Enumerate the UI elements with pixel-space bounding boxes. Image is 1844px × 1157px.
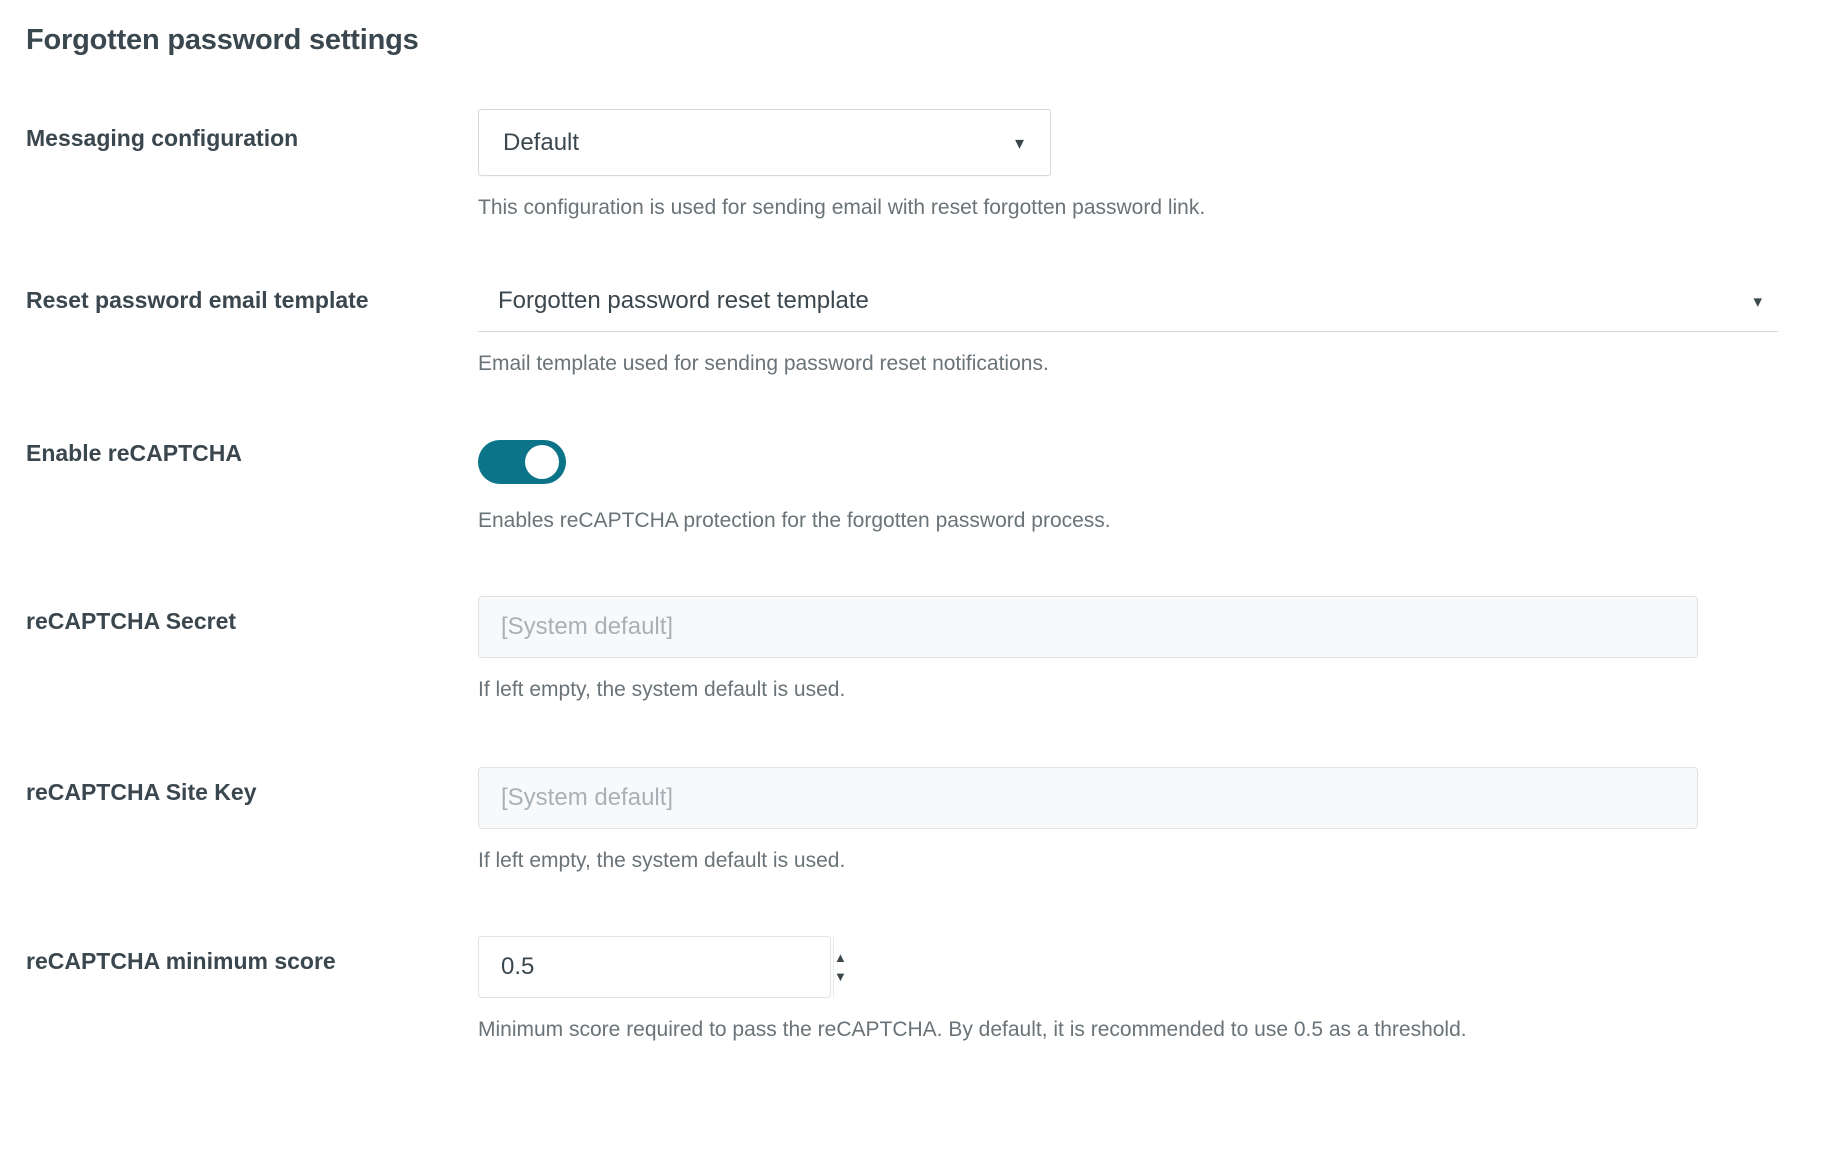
help-recaptcha-secret: If left empty, the system default is used. <box>478 677 846 701</box>
label-recaptcha-minimum-score: reCAPTCHA minimum score <box>26 948 336 975</box>
recaptcha-site-key-input[interactable] <box>478 767 1698 829</box>
enable-recaptcha-toggle[interactable] <box>478 440 566 484</box>
field-row-messaging-configuration <box>0 109 1844 221</box>
forgotten-password-settings-page <box>0 24 1844 1157</box>
label-reset-password-email-template: Reset password email template <box>26 287 369 314</box>
chevron-down-icon: ▾ <box>1753 291 1762 311</box>
field-row-recaptcha-secret <box>0 596 1844 703</box>
recaptcha-secret-input[interactable] <box>478 596 1698 658</box>
help-messaging-configuration: This configuration is used for sending email with reset forgotten password link. <box>478 196 1206 219</box>
reset-password-email-template-select[interactable] <box>478 281 1778 332</box>
control-reset-password-email-template <box>478 281 1844 377</box>
chevron-down-icon: ▾ <box>1014 132 1024 153</box>
messaging-configuration-select[interactable] <box>478 109 1051 176</box>
page-title: Forgotten password settings <box>26 24 419 56</box>
reset-password-email-template-value: Forgotten password reset template <box>498 287 869 315</box>
control-messaging-configuration <box>478 109 1844 221</box>
recaptcha-minimum-score-stepper[interactable] <box>478 936 847 998</box>
field-row-recaptcha-minimum-score <box>0 936 1844 1043</box>
control-recaptcha-site-key <box>478 767 1844 874</box>
field-row-recaptcha-site-key <box>0 767 1844 874</box>
label-enable-recaptcha: Enable reCAPTCHA <box>26 439 242 466</box>
stepper-arrows <box>833 937 847 997</box>
control-enable-recaptcha <box>478 440 1844 534</box>
settings-form <box>0 109 1844 1044</box>
toggle-knob <box>525 445 559 479</box>
label-recaptcha-secret: reCAPTCHA Secret <box>26 607 237 634</box>
help-recaptcha-site-key: If left empty, the system default is used. <box>478 849 846 873</box>
help-reset-password-email-template: Email template used for sending password reset notifications. <box>478 352 1049 376</box>
help-recaptcha-minimum-score: Minimum score required to pass the reCAPTCHA. By default, it is recommended to use 0.5 as a threshold. <box>478 1018 1467 1042</box>
control-recaptcha-minimum-score <box>478 936 1844 1043</box>
label-messaging-configuration: Messaging configuration <box>26 125 299 151</box>
field-row-reset-password-email-template <box>0 281 1844 377</box>
messaging-configuration-value: Default <box>503 128 580 156</box>
control-recaptcha-secret <box>478 596 1844 703</box>
recaptcha-minimum-score-input[interactable] <box>479 937 833 997</box>
help-enable-recaptcha: Enables reCAPTCHA protection for the forgotten password process. <box>478 508 1111 532</box>
stepper-down-icon[interactable]: ▼ <box>834 969 847 985</box>
field-row-enable-recaptcha <box>0 440 1844 534</box>
label-recaptcha-site-key: reCAPTCHA Site Key <box>26 779 257 806</box>
stepper-up-icon[interactable]: ▲ <box>834 950 847 966</box>
